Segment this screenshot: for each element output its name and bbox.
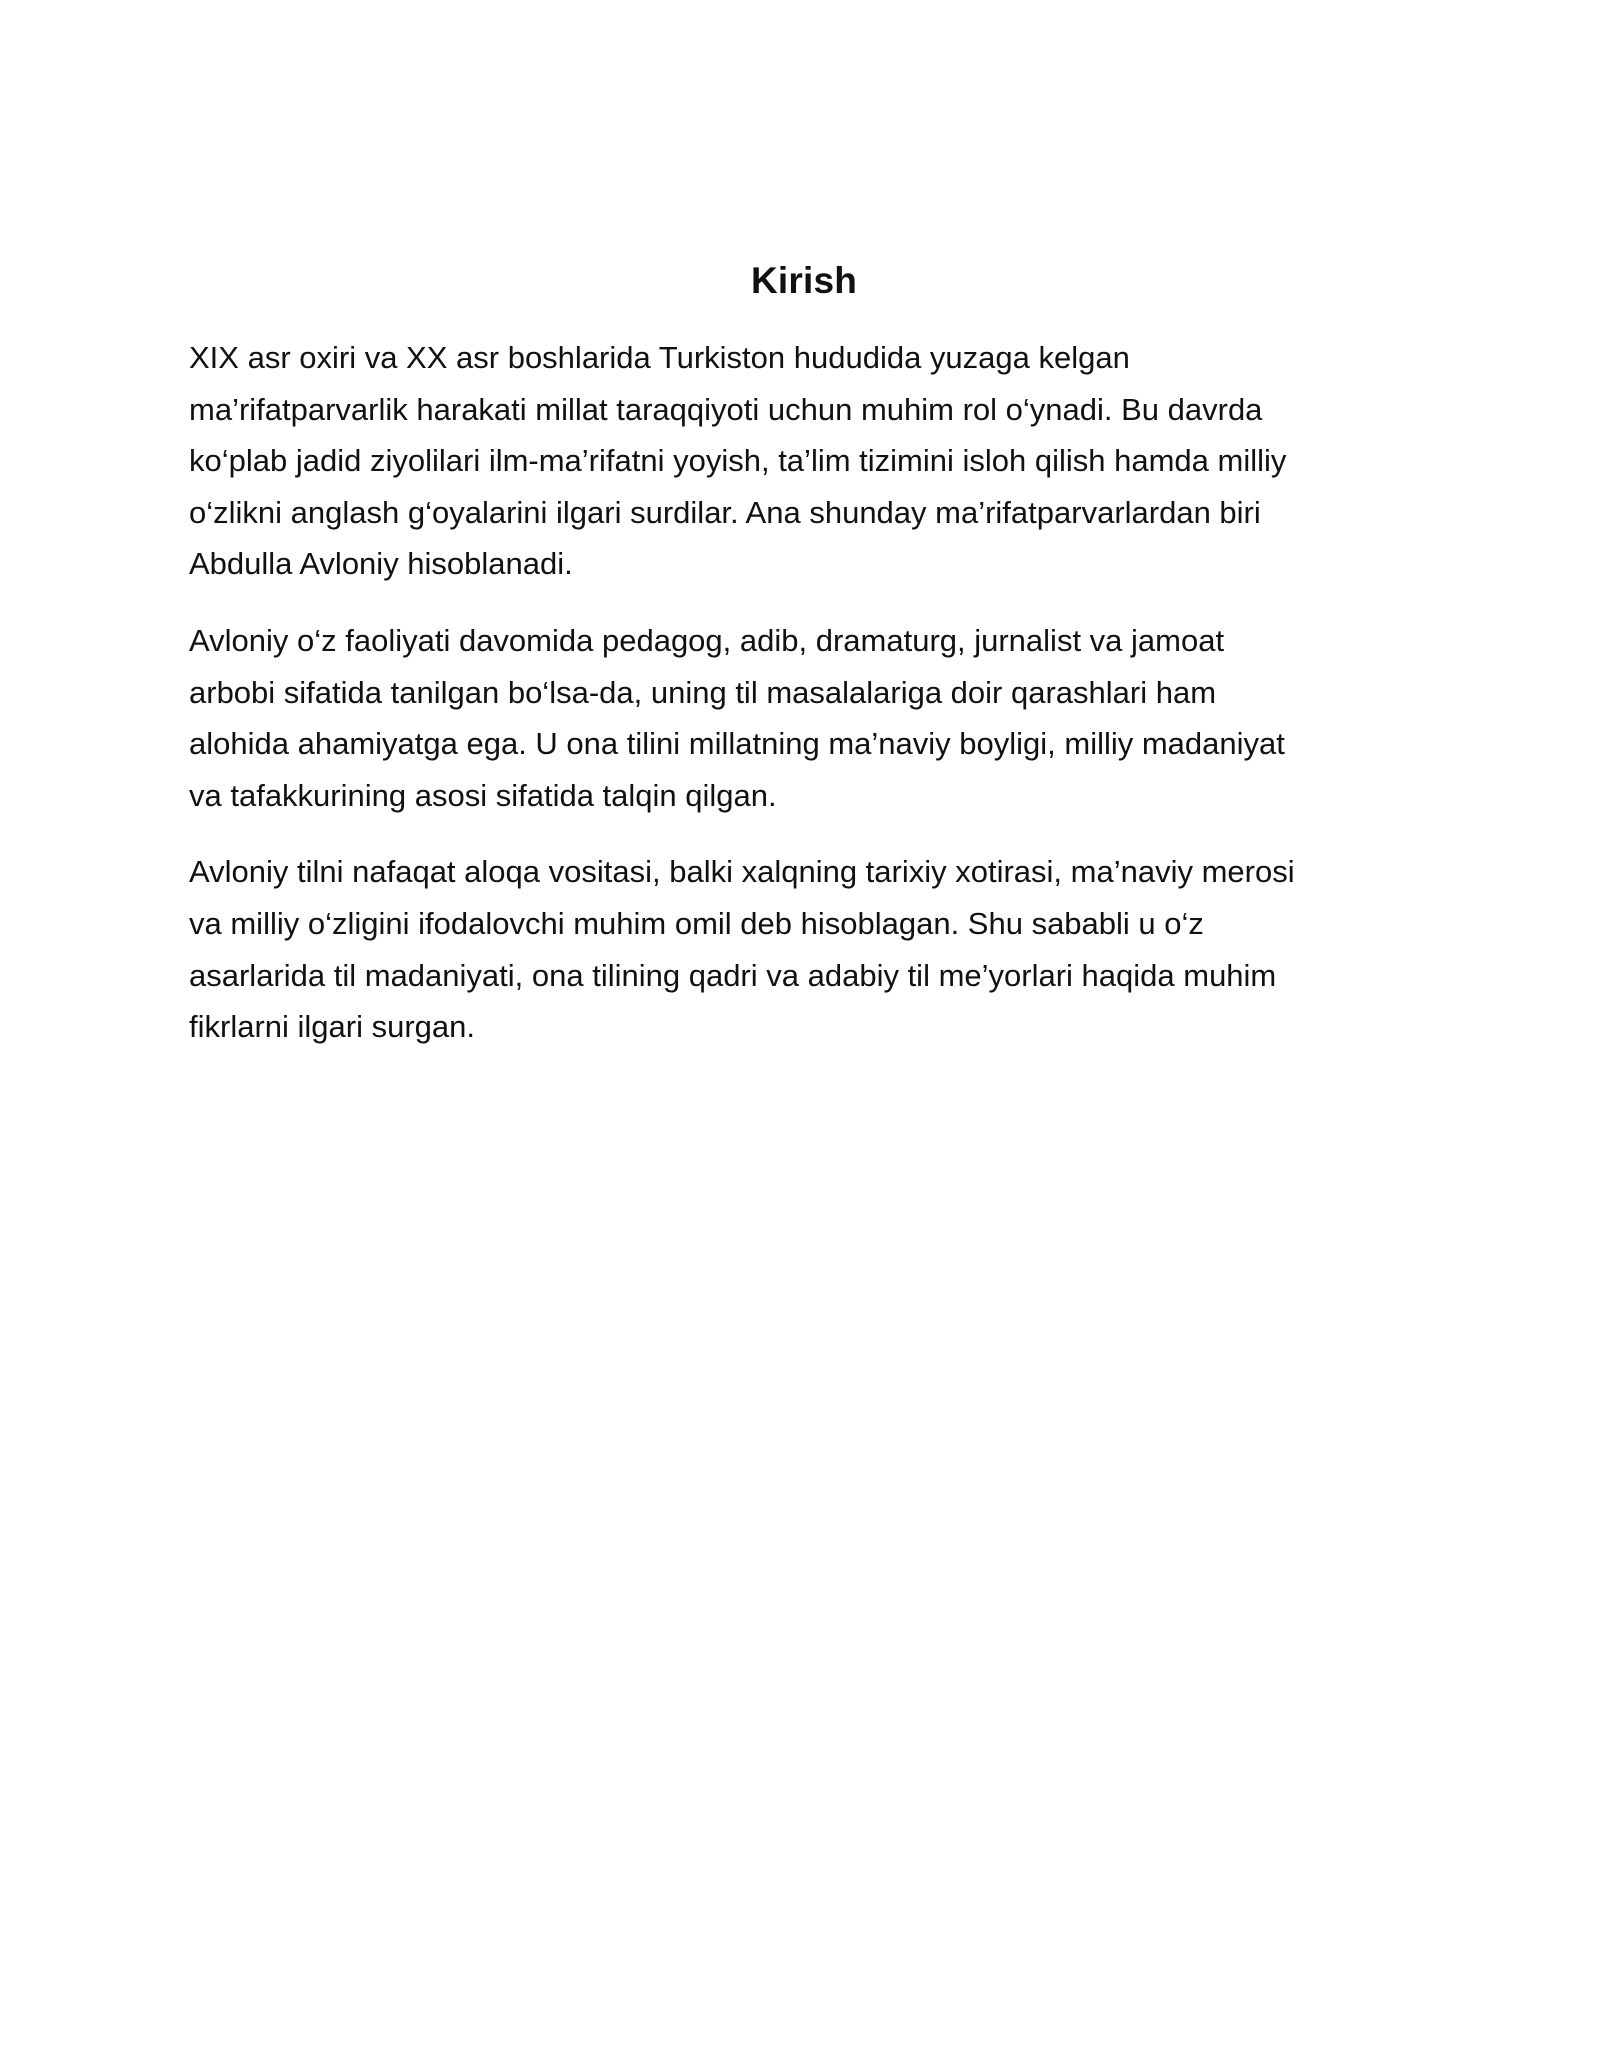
paragraph-line: Avloniy o‘z faoliyati davomida pedagog, adib, dramaturg, jurnalist va jamoat	[189, 622, 1225, 658]
paragraph-line: XIX asr oxiri va XX asr boshlarida Turkiston hududida yuzaga kelgan	[189, 340, 1130, 375]
paragraph-line: va milliy o‘zligini ifodalovchi muhim omil deb hisoblagan. Shu sababli u o‘z	[189, 905, 1204, 941]
paragraph-line: Avloniy tilni nafaqat aloqa vositasi, balki xalqning tarixiy xotirasi, ma’naviy merosi	[189, 854, 1295, 890]
paragraph-line: arbobi sifatida tanilgan bo‘lsa-da, uning til masalalariga doir qarashlari ham	[189, 674, 1217, 710]
paragraph-1	[189, 332, 1419, 590]
paragraph-line: asarlarida til madaniyati, ona tilining qadri va adabiy til me’yorlari haqida muhim	[189, 957, 1277, 993]
paragraph-line: fikrlarni ilgari surgan.	[189, 1009, 475, 1045]
paragraph-3	[189, 846, 1419, 1052]
document-content	[189, 252, 1419, 1078]
paragraph-line: va tafakkurining asosi sifatida talqin qilgan.	[189, 777, 777, 813]
paragraph-line: Abdulla Avloniy hisoblanadi.	[189, 546, 573, 582]
paragraph-line: ko‘plab jadid ziyolilari ilm-ma’rifatni yoyish, ta’lim tizimini isloh qilish hamda milliy	[189, 443, 1287, 479]
document-title: Kirish	[750, 260, 858, 301]
paragraph-line: alohida ahamiyatga ega. U ona tilini millatning ma’naviy boyligi, milliy madaniyat	[189, 726, 1285, 762]
paragraph-line: o‘zlikni anglash g‘oyalarini ilgari surdilar. Ana shunday ma’rifatparvarlardan biri	[189, 494, 1261, 530]
paragraph-line: ma’rifatparvarlik harakati millat taraqqiyoti uchun muhim rol o‘ynadi. Bu davrda	[189, 391, 1263, 427]
paragraph-2	[189, 615, 1419, 821]
